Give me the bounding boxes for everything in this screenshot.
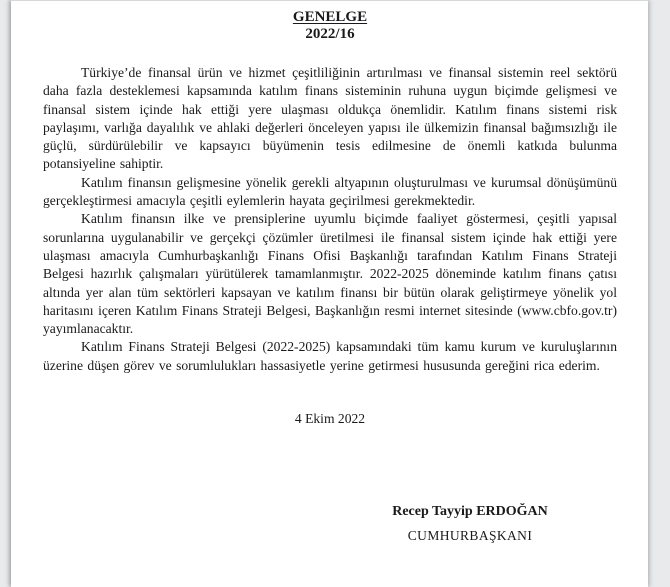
document-page [11, 0, 648, 587]
document-heading [43, 9, 617, 43]
document-title: GENELGE [292, 9, 368, 25]
signature-block [370, 502, 570, 545]
paragraph-2: Katılım finansın gelişmesine yönelik gerekli altyapının oluşturulması ve kurumsal dönüşümünü gerçekleştirmesi amacıyla çeşitli eylemlerin hayata geçirilmesi gerekmektedir. [43, 174, 617, 209]
signatory-name: Recep Tayyip ERDOĞAN [392, 504, 548, 520]
paragraph-4: Katılım Finans Strateji Belgesi (2022-2025) kapsamındaki tüm kamu kurum ve kuruluşlarının üzerine düşen görev ve sorumlulukları hassasiyetle yerine getirmesi hususunda gereğini rica ederim. [43, 339, 617, 373]
document-number: 2022/16 [305, 26, 355, 42]
signatory-title: CUMHURBAŞKANI [407, 528, 533, 544]
paragraph-3: Katılım finansın ilke ve prensiplerine uyumlu biçimde faaliyet göstermesi, çeşitli yapısal sorunlarına uygulanabilir ve gerçekçi çözümler üretilmesi ile finansal sistem içinde hak ettiği yere ulaşması amacıyla Cumhurbaşkanlığı Finans Ofisi Başkanlığı tarafından Katılım Finans Strateji Belgesi hazırlık çalışmaları yürütülerek tamamlanmıştır. 2022-2025 döneminde katılım finans çatısı altında yer alan tüm sektörleri kapsayan ve katılım finansı bir bütün olarak geliştirmeye yönelik yol haritasını içeren Katılım Finans Strateji Belgesi, Başkanlığın resmi internet sitesinde (www.cbfo.gov.tr) yayımlanacaktır. [43, 211, 617, 337]
paragraph-1: Türkiye’de finansal ürün ve hizmet çeşitliliğinin artırılması ve finansal sistemin reel sektörü daha fazla desteklemesi kapsamında katılım finans sisteminin ruhuna uygun biçimde gelişmesi ve finansal sistem içinde hak ettiği yere ulaşması oldukça önemlidir. Katılım finans sistemi risk paylaşımı, varlığa dayalılık ve ahlaki değerleri önceleyen yapısı ile ülkemizin finansal bağımsızlığı ile güçlü, sürdürülebilir ve kapsayıcı büyümenin tesis edilmesine de önemli katkıda bulunma potansiyeline sahiptir. [43, 65, 617, 172]
document-date: 4 Ekim 2022 [294, 411, 366, 427]
